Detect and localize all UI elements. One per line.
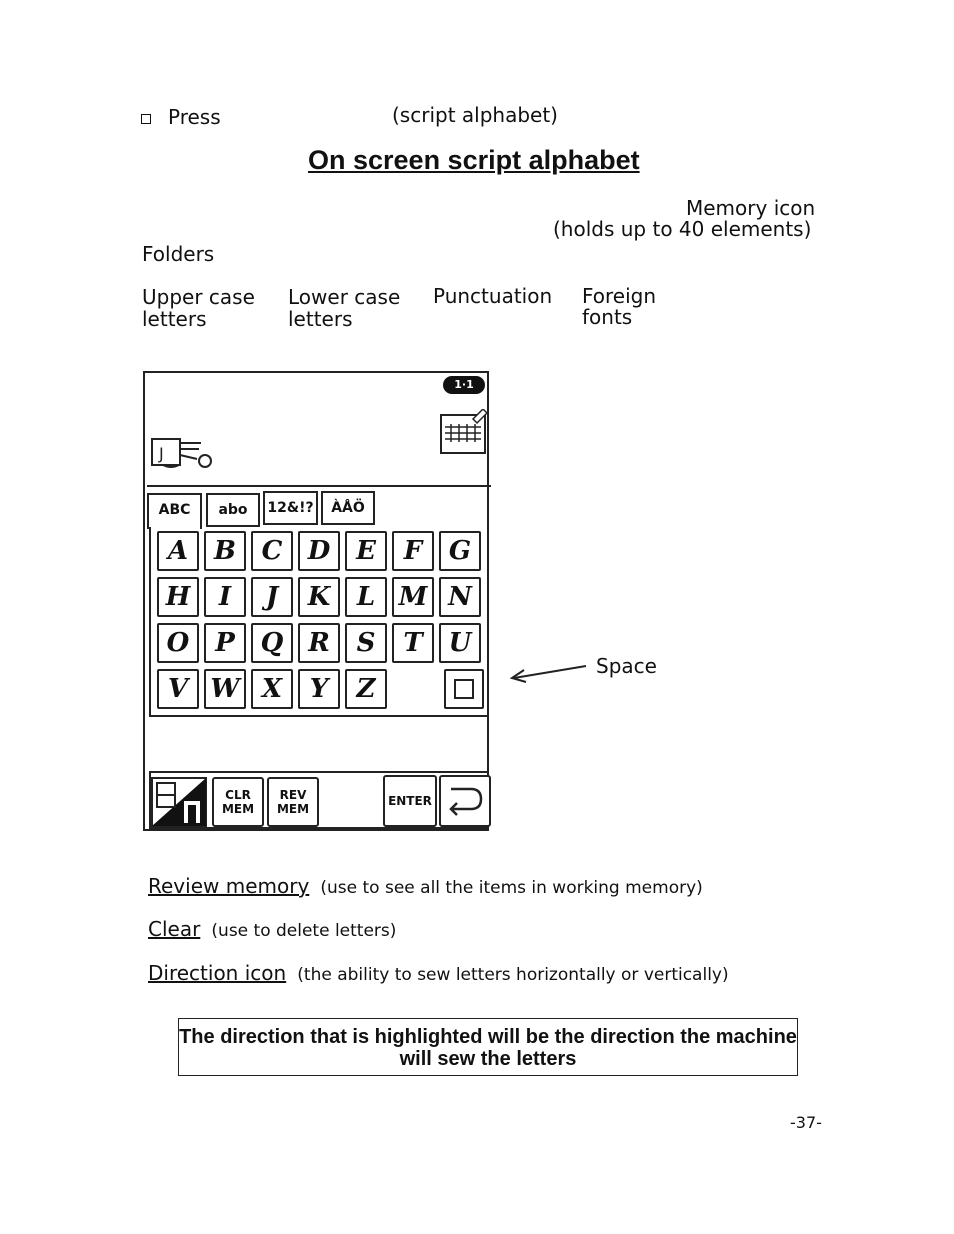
letter-key-h[interactable]: H bbox=[157, 577, 199, 617]
svg-text:J: J bbox=[159, 444, 164, 463]
upper-case-label-2: letters bbox=[142, 307, 207, 331]
letter-key-k[interactable]: K bbox=[298, 577, 340, 617]
clear-memory-label-2: MEM bbox=[221, 802, 255, 816]
letter-key-b[interactable]: B bbox=[204, 531, 246, 571]
clear-memory-button[interactable] bbox=[212, 777, 264, 827]
review-memory-label: REV bbox=[279, 788, 307, 802]
memory-icon-label: Memory icon bbox=[686, 196, 816, 220]
script-alphabet-text: (script alphabet) bbox=[392, 103, 558, 127]
upper-case-label: Upper case bbox=[142, 285, 255, 309]
space-label: Space bbox=[596, 654, 657, 678]
letter-grid bbox=[157, 531, 484, 709]
letter-key-y[interactable]: Y bbox=[298, 669, 340, 709]
return-button[interactable] bbox=[439, 775, 491, 827]
space-arrow-icon bbox=[508, 662, 588, 686]
note-review-memory bbox=[148, 874, 703, 898]
letter-key-r[interactable]: R bbox=[298, 623, 340, 663]
letter-key-f[interactable]: F bbox=[392, 531, 434, 571]
bullet-icon bbox=[141, 114, 151, 124]
letter-key-v[interactable]: V bbox=[157, 669, 199, 709]
memory-counter-icon[interactable]: 1·1 bbox=[443, 376, 485, 394]
clear-memory-label: CLR bbox=[225, 788, 251, 802]
letter-key-z[interactable]: Z bbox=[345, 669, 387, 709]
letter-key-l[interactable]: L bbox=[345, 577, 387, 617]
page-title: On screen script alphabet bbox=[308, 145, 640, 175]
tab-lower-case[interactable]: abo bbox=[206, 493, 260, 527]
letter-key-m[interactable]: M bbox=[392, 577, 434, 617]
punctuation-label: Punctuation bbox=[433, 284, 553, 308]
note-term: Clear bbox=[148, 917, 201, 941]
space-key[interactable] bbox=[444, 669, 484, 709]
letter-key-t[interactable]: T bbox=[392, 623, 434, 663]
letter-key-o[interactable]: O bbox=[157, 623, 199, 663]
memory-capacity-label: (holds up to 40 elements) bbox=[553, 217, 812, 241]
enter-button[interactable]: ENTER bbox=[383, 775, 437, 827]
note-desc: (use to see all the items in working memory) bbox=[320, 878, 703, 898]
note-clear bbox=[148, 917, 396, 941]
letter-key-e[interactable]: E bbox=[345, 531, 387, 571]
note-direction-icon bbox=[148, 961, 729, 985]
foreign-fonts-label-2: fonts bbox=[582, 305, 633, 329]
letter-key-d[interactable]: D bbox=[298, 531, 340, 571]
letter-key-i[interactable]: I bbox=[204, 577, 246, 617]
letter-key-a[interactable]: A bbox=[157, 531, 199, 571]
machine-screen bbox=[143, 371, 489, 831]
tab-upper-case[interactable]: ABC bbox=[147, 493, 202, 529]
note-term: Direction icon bbox=[148, 961, 287, 985]
review-memory-button[interactable] bbox=[267, 777, 319, 827]
press-text: Press bbox=[168, 105, 221, 129]
letter-key-u[interactable]: U bbox=[439, 623, 481, 663]
tab-foreign-fonts[interactable]: ÀÅÖ bbox=[321, 491, 375, 525]
letter-key-w[interactable]: W bbox=[204, 669, 246, 709]
notice-box: The direction that is highlighted will be the direction the machine will sew the letters bbox=[178, 1018, 798, 1076]
letter-key-q[interactable]: Q bbox=[251, 623, 293, 663]
letter-key-x[interactable]: X bbox=[251, 669, 293, 709]
review-memory-label-2: MEM bbox=[276, 802, 310, 816]
lower-case-label: Lower case bbox=[288, 285, 401, 309]
lower-case-label-2: letters bbox=[288, 307, 353, 331]
space-square-icon bbox=[454, 679, 474, 699]
letter-key-n[interactable]: N bbox=[439, 577, 481, 617]
letter-key-g[interactable]: G bbox=[439, 531, 481, 571]
foreign-fonts-label: Foreign bbox=[582, 284, 657, 308]
letter-key-j[interactable]: J bbox=[251, 577, 293, 617]
tab-punctuation[interactable]: 12&!? bbox=[263, 491, 318, 525]
page-number: -37- bbox=[790, 1113, 822, 1132]
letter-key-p[interactable]: P bbox=[204, 623, 246, 663]
folders-label: Folders bbox=[142, 242, 215, 266]
letter-key-c[interactable]: C bbox=[251, 531, 293, 571]
letter-key-s[interactable]: S bbox=[345, 623, 387, 663]
note-desc: (the ability to sew letters horizontally or vertically) bbox=[297, 965, 729, 985]
note-term: Review memory bbox=[148, 874, 310, 898]
memory-grid-icon[interactable] bbox=[439, 409, 487, 455]
note-desc: (use to delete letters) bbox=[211, 921, 397, 941]
direction-icon[interactable] bbox=[151, 777, 207, 827]
sewing-foot-icon[interactable] bbox=[149, 433, 217, 469]
